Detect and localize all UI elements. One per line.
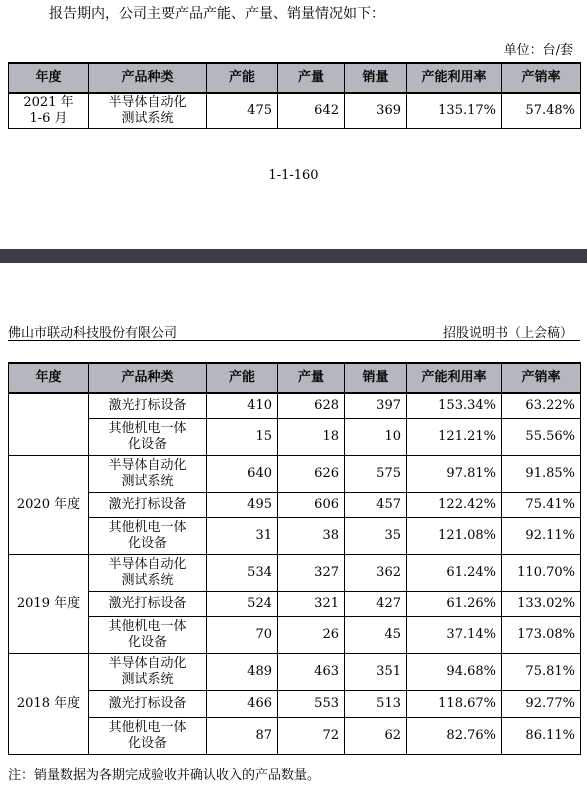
cell-product: 激光打标设备: [89, 493, 207, 518]
table-row: [9, 493, 581, 518]
cell-sell-rate: 55.56%: [502, 419, 581, 456]
cell-utilization: 61.24%: [407, 555, 502, 592]
table-row: [9, 592, 581, 617]
cell-sales: 62: [345, 718, 407, 755]
cell-sales: 10: [345, 419, 407, 456]
cell-year: 2018 年度: [9, 654, 89, 755]
cell-output: 463: [278, 654, 345, 691]
page-divider: [0, 249, 587, 263]
cell-utilization: 82.76%: [407, 718, 502, 755]
cell-sell-rate: 110.70%: [502, 555, 581, 592]
cell-year: [9, 393, 89, 456]
cell-capacity: 70: [207, 617, 278, 654]
cell-product: 半导体自动化 测试系统: [89, 654, 207, 691]
cell-capacity: 524: [207, 592, 278, 617]
cell-product: 半导体自动化 测试系统: [89, 456, 207, 493]
table-row: [9, 393, 581, 419]
cell-output: 626: [278, 456, 345, 493]
cell-sell-rate: 63.22%: [502, 393, 581, 419]
table-row: [9, 555, 581, 592]
cell-sell-rate: 75.41%: [502, 493, 581, 518]
header-utilization: 产能利用率: [407, 63, 502, 93]
header-capacity: 产能: [207, 363, 278, 393]
company-name: 佛山市联动科技股份有限公司: [8, 326, 178, 341]
cell-capacity: 466: [207, 691, 278, 718]
cell-output: 553: [278, 691, 345, 718]
cell-sales: 575: [345, 456, 407, 493]
header-sell-rate: 产销率: [502, 363, 581, 393]
cell-year: 2021 年 1-6 月: [9, 93, 89, 129]
cell-sales: 362: [345, 555, 407, 592]
header-output: 产量: [278, 363, 345, 393]
cell-sales: 35: [345, 518, 407, 555]
table-header-row: [9, 363, 581, 393]
table-row: [9, 691, 581, 718]
cell-output: 642: [278, 93, 345, 129]
header-sales: 销量: [345, 363, 407, 393]
cell-capacity: 534: [207, 555, 278, 592]
cell-output: 327: [278, 555, 345, 592]
cell-output: 321: [278, 592, 345, 617]
cell-sales: 369: [345, 93, 407, 129]
cell-sell-rate: 91.85%: [502, 456, 581, 493]
unit-label: 单位：台/套: [503, 43, 573, 58]
cell-capacity: 87: [207, 718, 278, 755]
cell-output: 72: [278, 718, 345, 755]
cell-sales: 45: [345, 617, 407, 654]
cell-product: 其他机电一体 化设备: [89, 718, 207, 755]
cell-sales: 351: [345, 654, 407, 691]
capacity-table-2018-2020: [8, 362, 581, 755]
cell-sell-rate: 92.11%: [502, 518, 581, 555]
cell-utilization: 94.68%: [407, 654, 502, 691]
cell-product: 其他机电一体 化设备: [89, 518, 207, 555]
cell-year: 2019 年度: [9, 555, 89, 654]
cell-sales: 457: [345, 493, 407, 518]
cell-capacity: 489: [207, 654, 278, 691]
page-number: 1-1-160: [268, 168, 319, 183]
cell-product: 其他机电一体 化设备: [89, 617, 207, 654]
header-product: 产品种类: [89, 63, 207, 93]
table-row: [9, 718, 581, 755]
cell-sell-rate: 173.08%: [502, 617, 581, 654]
document-title: 招股说明书（上会稿）: [442, 326, 573, 341]
cell-capacity: 410: [207, 393, 278, 419]
header-utilization: 产能利用率: [407, 363, 502, 393]
cell-product: 半导体自动化 测试系统: [89, 555, 207, 592]
cell-utilization: 121.21%: [407, 419, 502, 456]
cell-product: 激光打标设备: [89, 691, 207, 718]
header-rule: [8, 340, 580, 341]
cell-output: 18: [278, 419, 345, 456]
cell-product: 半导体自动化 测试系统: [89, 93, 207, 129]
cell-sell-rate: 75.81%: [502, 654, 581, 691]
cell-capacity: 495: [207, 493, 278, 518]
cell-capacity: 15: [207, 419, 278, 456]
cell-utilization: 121.08%: [407, 518, 502, 555]
cell-capacity: 640: [207, 456, 278, 493]
cell-output: 628: [278, 393, 345, 419]
cell-output: 26: [278, 617, 345, 654]
table-row: [9, 419, 581, 456]
header-output: 产量: [278, 63, 345, 93]
header-product: 产品种类: [89, 363, 207, 393]
cell-output: 606: [278, 493, 345, 518]
cell-product: 激光打标设备: [89, 592, 207, 617]
cell-sales: 513: [345, 691, 407, 718]
footnote: 注：销量数据为各期完成验收并确认收入的产品数量。: [8, 768, 321, 783]
cell-sales: 427: [345, 592, 407, 617]
header-year: 年度: [9, 63, 89, 93]
table-header-row: [9, 63, 581, 93]
cell-utilization: 153.34%: [407, 393, 502, 419]
cell-sell-rate: 133.02%: [502, 592, 581, 617]
intro-text: 报告期内，公司主要产品产能、产量、销量情况如下：: [49, 6, 385, 22]
cell-utilization: 135.17%: [407, 93, 502, 129]
cell-capacity: 475: [207, 93, 278, 129]
cell-utilization: 122.42%: [407, 493, 502, 518]
cell-utilization: 118.67%: [407, 691, 502, 718]
cell-sell-rate: 86.11%: [502, 718, 581, 755]
header-capacity: 产能: [207, 63, 278, 93]
table-row: [9, 456, 581, 493]
cell-capacity: 31: [207, 518, 278, 555]
cell-sell-rate: 92.77%: [502, 691, 581, 718]
cell-year: 2020 年度: [9, 456, 89, 555]
cell-sell-rate: 57.48%: [502, 93, 581, 129]
cell-product: 其他机电一体 化设备: [89, 419, 207, 456]
table-row: [9, 617, 581, 654]
cell-sales: 397: [345, 393, 407, 419]
header-sell-rate: 产销率: [502, 63, 581, 93]
cell-utilization: 61.26%: [407, 592, 502, 617]
table-row: [9, 93, 581, 129]
header-year: 年度: [9, 363, 89, 393]
cell-utilization: 37.14%: [407, 617, 502, 654]
cell-product: 激光打标设备: [89, 393, 207, 419]
capacity-table-2021: [8, 62, 581, 129]
table-row: [9, 518, 581, 555]
table-row: [9, 654, 581, 691]
cell-utilization: 97.81%: [407, 456, 502, 493]
header-sales: 销量: [345, 63, 407, 93]
cell-output: 38: [278, 518, 345, 555]
